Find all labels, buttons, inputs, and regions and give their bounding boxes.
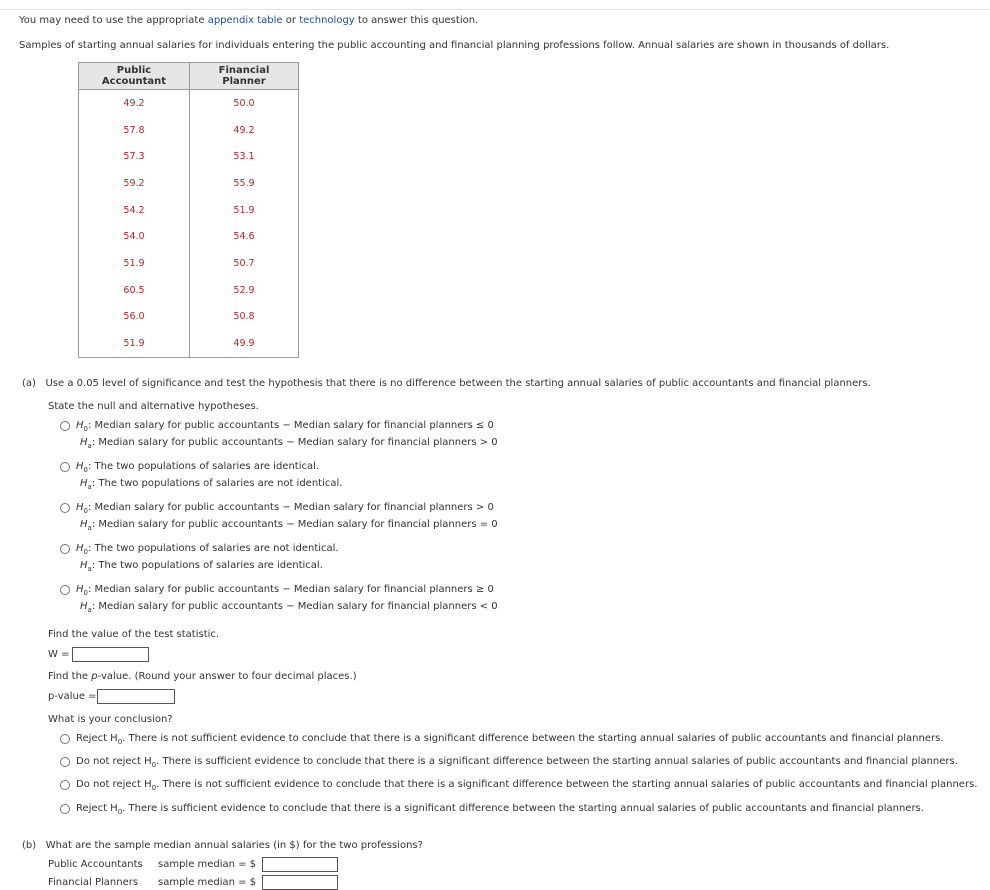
- conclusion-body: . There is sufficient evidence to conclude that there is a significant difference between the starting annual salaries of public accountants and financial planners.: [122, 803, 924, 814]
- conclusion-text-3: [76, 779, 977, 792]
- top-divider: [0, 9, 990, 10]
- conclusion-action: Reject H: [76, 803, 118, 814]
- hypotheses-prompt: State the null and alternative hypotheses.: [48, 401, 259, 412]
- table-row: [79, 277, 299, 304]
- cell-public-accountant: 60.5: [79, 277, 190, 304]
- conclusion-action: Do not reject H: [76, 756, 152, 767]
- cell-financial-planner: 50.0: [190, 90, 299, 117]
- cell-financial-planner: 53.1: [190, 143, 299, 170]
- h-symbol: H: [76, 461, 84, 472]
- h-symbol: H: [80, 437, 88, 448]
- hypothesis-radio-3[interactable]: [60, 503, 70, 513]
- part-b-question: [22, 840, 423, 851]
- h0-text: : Median salary for public accountants − Median salary for financial planners ≥ 0: [88, 584, 494, 595]
- h-subscript: 0: [117, 808, 123, 816]
- h-symbol: H: [76, 502, 84, 513]
- h-subscript: a: [87, 524, 92, 532]
- h0-text: : Median salary for public accountants − Median salary for financial planners ≤ 0: [88, 420, 494, 431]
- table-row: [79, 117, 299, 144]
- header-financial-planner: Financial Planner: [190, 63, 299, 90]
- technology-link[interactable]: technology: [299, 15, 355, 26]
- conclusion-action: Reject H: [76, 733, 118, 744]
- conclusion-body: . There is not sufficient evidence to conclude that there is a significant difference between the starting annual salaries of public accountants and financial planners.: [122, 733, 944, 744]
- h-subscript: a: [87, 483, 92, 491]
- conclusion-radio-3[interactable]: [60, 780, 70, 790]
- conclusion-body: . There is not sufficient evidence to conclude that there is a significant difference between the starting annual salaries of public accountants and financial planners.: [156, 779, 978, 790]
- pvalue-label: p-value =: [48, 691, 97, 702]
- alt-hypothesis-3: [80, 519, 498, 532]
- cell-public-accountant: 51.9: [79, 250, 190, 277]
- table-row: [79, 330, 299, 357]
- h-subscript: a: [87, 565, 92, 573]
- ha-text: : The two populations of salaries are identical.: [91, 560, 323, 571]
- ha-text: : Median salary for public accountants − Median salary for financial planners < 0: [91, 601, 498, 612]
- cell-public-accountant: 54.2: [79, 197, 190, 224]
- problem-statement: Samples of starting annual salaries for individuals entering the public accounting and financial planning professions follow. Annual salaries are shown in thousands of dollars.: [19, 40, 890, 51]
- w-input[interactable]: [72, 647, 149, 662]
- median-label-pa: sample median = $: [158, 859, 257, 870]
- part-a-label: (a): [22, 378, 36, 389]
- null-hypothesis-1: [76, 420, 494, 433]
- conclusion-text-1: [76, 733, 944, 746]
- cell-financial-planner: 50.7: [190, 250, 299, 277]
- h-subscript: 0: [117, 738, 123, 746]
- header-public-accountant: Public Accountant: [79, 63, 190, 90]
- cell-public-accountant: 59.2: [79, 170, 190, 197]
- ha-text: : The two populations of salaries are not identical.: [91, 478, 343, 489]
- cell-financial-planner: 52.9: [190, 277, 299, 304]
- h-subscript: 0: [151, 784, 157, 792]
- table-row: [79, 304, 299, 331]
- table-row: [79, 90, 299, 117]
- cell-financial-planner: 49.2: [190, 117, 299, 144]
- table-row: [79, 250, 299, 277]
- conclusion-action: Do not reject H: [76, 779, 152, 790]
- h-subscript: a: [87, 606, 92, 614]
- h-symbol: H: [80, 560, 88, 571]
- h-subscript: 0: [83, 548, 88, 556]
- hypothesis-radio-1[interactable]: [60, 421, 70, 431]
- h-symbol: H: [76, 584, 84, 595]
- intro-line: [19, 15, 478, 26]
- ha-text: : Median salary for public accountants − Median salary for financial planners = 0: [91, 519, 498, 530]
- table-row: [79, 143, 299, 170]
- h0-text: : Median salary for public accountants − Median salary for financial planners > 0: [88, 502, 494, 513]
- hypothesis-radio-5[interactable]: [60, 585, 70, 595]
- null-hypothesis-5: [76, 584, 494, 597]
- table-row: [79, 170, 299, 197]
- intro-suffix: to answer this question.: [357, 15, 479, 26]
- salary-table: [78, 62, 299, 358]
- h0-text: : The two populations of salaries are identical.: [88, 461, 320, 472]
- h-symbol: H: [76, 420, 84, 431]
- part-a-text: Use a 0.05 level of significance and test the hypothesis that there is no difference between the starting annual salaries of public accountants and financial planners.: [45, 378, 871, 389]
- h-subscript: 0: [83, 466, 88, 474]
- h-symbol: H: [80, 601, 88, 612]
- part-a-question: [22, 378, 871, 389]
- cell-public-accountant: 57.8: [79, 117, 190, 144]
- alt-hypothesis-1: [80, 437, 498, 450]
- test-stat-prompt: Find the value of the test statistic.: [48, 629, 220, 640]
- public-accountants-label: Public Accountants: [48, 859, 143, 870]
- cell-financial-planner: 54.6: [190, 223, 299, 250]
- null-hypothesis-4: [76, 543, 339, 556]
- part-b-text: What are the sample median annual salaries (in $) for the two professions?: [45, 840, 423, 851]
- cell-financial-planner: 55.9: [190, 170, 299, 197]
- alt-hypothesis-4: [80, 560, 323, 573]
- cell-public-accountant: 51.9: [79, 330, 190, 357]
- pvalue-prompt: Find the p-value. (Round your answer to four decimal places.): [48, 671, 357, 682]
- table-row: [79, 197, 299, 224]
- null-hypothesis-3: [76, 502, 494, 515]
- pvalue-input[interactable]: [97, 689, 175, 704]
- h0-text: : The two populations of salaries are not identical.: [88, 543, 339, 554]
- cell-public-accountant: 57.3: [79, 143, 190, 170]
- cell-financial-planner: 49.9: [190, 330, 299, 357]
- median-label-fp: sample median = $: [158, 877, 257, 888]
- cell-public-accountant: 56.0: [79, 304, 190, 331]
- h-subscript: 0: [83, 507, 88, 515]
- w-label: W =: [48, 649, 70, 660]
- hypothesis-radio-2[interactable]: [60, 462, 70, 472]
- h-subscript: 0: [83, 589, 88, 597]
- cell-public-accountant: 49.2: [79, 90, 190, 117]
- intro-middle: or: [285, 15, 296, 26]
- conclusion-radio-4[interactable]: [60, 804, 70, 814]
- h-subscript: 0: [151, 761, 157, 769]
- hypothesis-radio-4[interactable]: [60, 544, 70, 554]
- part-b-label: (b): [22, 840, 37, 851]
- ha-text: : Median salary for public accountants − Median salary for financial planners > 0: [91, 437, 498, 448]
- h-subscript: a: [87, 442, 92, 450]
- cell-financial-planner: 50.8: [190, 304, 299, 331]
- alt-hypothesis-5: [80, 601, 498, 614]
- cell-public-accountant: 54.0: [79, 223, 190, 250]
- conclusion-radio-1[interactable]: [60, 734, 70, 744]
- table-row: [79, 223, 299, 250]
- intro-prefix: You may need to use the appropriate: [19, 15, 205, 26]
- conclusion-body: . There is sufficient evidence to conclude that there is a significant difference between the starting annual salaries of public accountants and financial planners.: [156, 756, 958, 767]
- h-symbol: H: [80, 519, 88, 530]
- h-symbol: H: [76, 543, 84, 554]
- conclusion-radio-2[interactable]: [60, 757, 70, 767]
- h-symbol: H: [80, 478, 88, 489]
- alt-hypothesis-2: [80, 478, 342, 491]
- median-input-public-accountants[interactable]: [262, 857, 338, 872]
- financial-planners-label: Financial Planners: [48, 877, 139, 888]
- conclusion-prompt: What is your conclusion?: [48, 714, 173, 725]
- median-input-financial-planners[interactable]: [262, 875, 338, 890]
- null-hypothesis-2: [76, 461, 319, 474]
- table-header-row: [79, 63, 299, 90]
- appendix-table-link[interactable]: appendix table: [207, 15, 283, 26]
- conclusion-text-4: [76, 803, 924, 816]
- h-subscript: 0: [83, 425, 88, 433]
- cell-financial-planner: 51.9: [190, 197, 299, 224]
- conclusion-text-2: [76, 756, 958, 769]
